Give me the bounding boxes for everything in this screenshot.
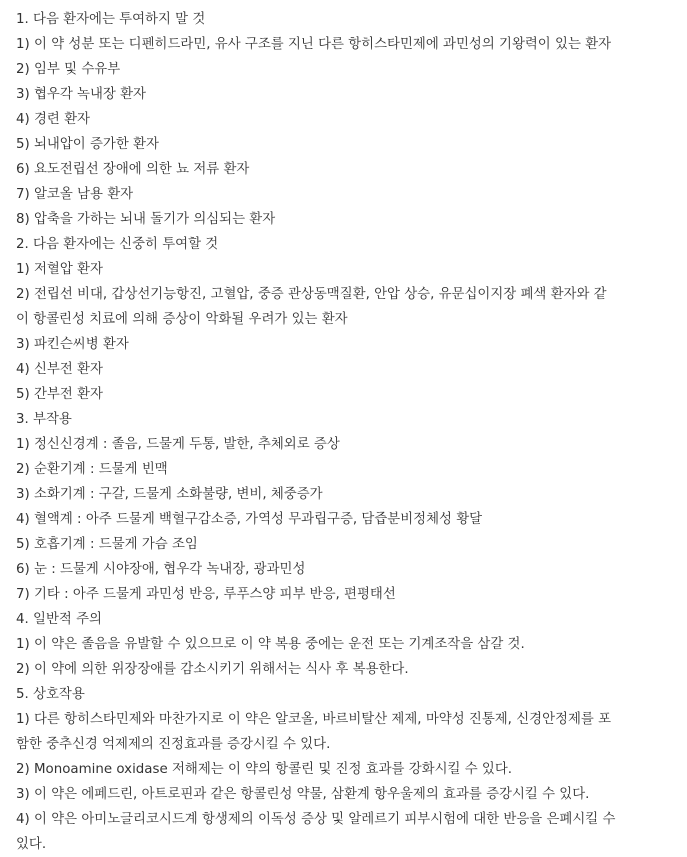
list-item: 1) 정신신경계 : 졸음, 드물게 두통, 발한, 추체외로 증상 xyxy=(16,437,340,452)
list-item: 3) 소화기계 : 구갈, 드물게 소화불량, 변비, 체중증가 xyxy=(16,487,323,502)
list-item: 2) 임부 및 수유부 xyxy=(16,62,121,77)
list-item: 7) 기타 : 아주 드물게 과민성 반응, 루푸스양 피부 반응, 편평태선 xyxy=(16,587,396,602)
list-item: 2) 순환기계 : 드물게 빈맥 xyxy=(16,462,168,477)
list-item: 1) 이 약은 졸음을 유발할 수 있으므로 이 약 복용 중에는 운전 또는 기계조작을 삼갈 것. xyxy=(16,637,525,652)
list-item-continuation: 있다. xyxy=(16,837,47,852)
list-item: 1) 다른 항히스타민제와 마찬가지로 이 약은 알코올, 바르비탈산 제제, 마약성 진통제, 신경안정제를 포 xyxy=(16,712,612,727)
list-item: 5) 뇌내압이 증가한 환자 xyxy=(16,137,159,152)
list-item: 5) 호흡기계 : 드물게 가슴 조임 xyxy=(16,537,198,552)
list-item: 3) 파킨슨씨병 환자 xyxy=(16,337,129,352)
list-item: 5) 간부전 환자 xyxy=(16,387,103,402)
list-item: 4) 이 약은 아미노글리코시드계 항생제의 이독성 증상 및 알레르기 피부시험에 대한 반응을 은폐시킬 수 xyxy=(16,812,616,827)
section-heading: 4. 일반적 주의 xyxy=(16,612,102,627)
list-item: 4) 경련 환자 xyxy=(16,112,90,127)
list-item: 2) 이 약에 의한 위장장애를 감소시키기 위해서는 식사 후 복용한다. xyxy=(16,662,409,677)
section-heading: 2. 다음 환자에는 신중히 투여할 것 xyxy=(16,237,219,252)
list-item: 4) 신부전 환자 xyxy=(16,362,103,377)
list-item: 6) 요도전립선 장애에 의한 뇨 저류 환자 xyxy=(16,162,250,177)
list-item: 4) 혈액계 : 아주 드물게 백혈구감소증, 가역성 무과립구증, 담즙분비정체성 황달 xyxy=(16,512,483,527)
list-item-continuation: 함한 중추신경 억제제의 진정효과를 증강시킬 수 있다. xyxy=(16,737,331,752)
section-heading: 1. 다음 환자에는 투여하지 말 것 xyxy=(16,12,206,27)
list-item: 1) 저혈압 환자 xyxy=(16,262,103,277)
list-item: 3) 협우각 녹내장 환자 xyxy=(16,87,146,102)
list-item: 1) 이 약 성분 또는 디펜히드라민, 유사 구조를 지닌 다른 항히스타민제에 과민성의 기왕력이 있는 환자 xyxy=(16,37,612,52)
list-item: 3) 이 약은 에페드린, 아트로핀과 같은 항콜린성 약물, 삼환계 항우울제의 효과를 증강시킬 수 있다. xyxy=(16,787,590,802)
list-item: 6) 눈 : 드물게 시야장애, 협우각 녹내장, 광과민성 xyxy=(16,562,306,577)
section-heading: 5. 상호작용 xyxy=(16,687,85,702)
list-item: 2) Monoamine oxidase 저해제는 이 약의 항콜린 및 진정 효과를 강화시킬 수 있다. xyxy=(16,762,513,777)
list-item: 7) 알코올 남용 환자 xyxy=(16,187,134,202)
section-heading: 3. 부작용 xyxy=(16,412,72,427)
list-item: 8) 압축을 가하는 뇌내 돌기가 의심되는 환자 xyxy=(16,212,276,227)
list-item-continuation: 이 항콜린성 치료에 의해 증상이 악화될 우려가 있는 환자 xyxy=(16,312,348,327)
list-item: 2) 전립선 비대, 갑상선기능항진, 고혈압, 중증 관상동맥질환, 안압 상승, 유문십이지장 폐색 환자와 같 xyxy=(16,287,607,302)
